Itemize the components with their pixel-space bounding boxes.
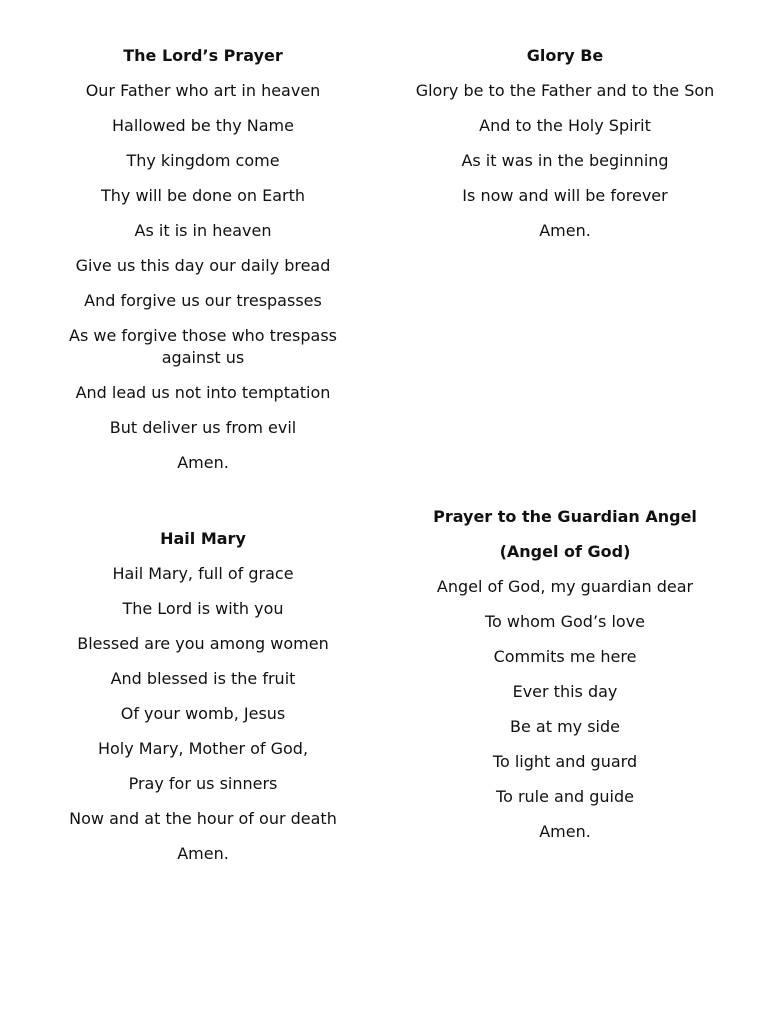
- glory-be-line: Amen.: [539, 221, 591, 240]
- glory-be-line: And to the Holy Spirit: [479, 116, 651, 135]
- guardian-angel-title: Prayer to the Guardian Angel: [433, 507, 697, 526]
- glory-be-section: [400, 45, 730, 255]
- glory-be-title: Glory Be: [526, 46, 604, 65]
- lords-prayer-line: And forgive us our trespasses: [84, 291, 322, 310]
- lords-prayer-line: Amen.: [177, 453, 229, 472]
- lords-prayer-line: Thy kingdom come: [126, 151, 280, 170]
- hail-mary-line: Holy Mary, Mother of God,: [97, 739, 309, 758]
- guardian-angel-line: Commits me here: [493, 647, 637, 666]
- lords-prayer-line: As it is in heaven: [134, 221, 272, 240]
- hail-mary-line: The Lord is with you: [122, 599, 284, 618]
- guardian-angel-line: Be at my side: [510, 717, 620, 736]
- hail-mary-line: Amen.: [177, 844, 229, 863]
- hail-mary-line: Pray for us sinners: [128, 774, 278, 793]
- hail-mary-line: Hail Mary, full of grace: [112, 564, 294, 583]
- hail-mary-line: Now and at the hour of our death: [69, 809, 337, 828]
- lords-prayer-section: [58, 45, 348, 487]
- glory-be-line: Is now and will be forever: [462, 186, 668, 205]
- guardian-angel-line: To light and guard: [492, 752, 638, 771]
- guardian-angel-subtitle: (Angel of God): [499, 542, 631, 561]
- hail-mary-section: [58, 528, 348, 878]
- glory-be-line: As it was in the beginning: [461, 151, 669, 170]
- guardian-angel-line: Amen.: [539, 822, 591, 841]
- lords-prayer-line: Hallowed be thy Name: [112, 116, 294, 135]
- hail-mary-line: And blessed is the fruit: [110, 669, 296, 688]
- guardian-angel-line: Angel of God, my guardian dear: [436, 577, 694, 596]
- lords-prayer-line: As we forgive those who trespass against us: [69, 326, 337, 367]
- guardian-angel-line: Ever this day: [512, 682, 618, 701]
- guardian-angel-line: To whom God’s love: [484, 612, 645, 631]
- lords-prayer-title: The Lord’s Prayer: [123, 46, 283, 65]
- lords-prayer-line: Give us this day our daily bread: [75, 256, 331, 275]
- lords-prayer-line: But deliver us from evil: [109, 418, 297, 437]
- hail-mary-line: Of your womb, Jesus: [120, 704, 286, 723]
- guardian-angel-line: To rule and guide: [496, 787, 634, 806]
- guardian-angel-section: [400, 506, 730, 856]
- lords-prayer-line: And lead us not into temptation: [75, 383, 331, 402]
- hail-mary-title: Hail Mary: [160, 529, 246, 548]
- lords-prayer-line: Thy will be done on Earth: [101, 186, 305, 205]
- hail-mary-line: Blessed are you among women: [77, 634, 329, 653]
- glory-be-line: Glory be to the Father and to the Son: [415, 81, 715, 100]
- lords-prayer-line: Our Father who art in heaven: [85, 81, 321, 100]
